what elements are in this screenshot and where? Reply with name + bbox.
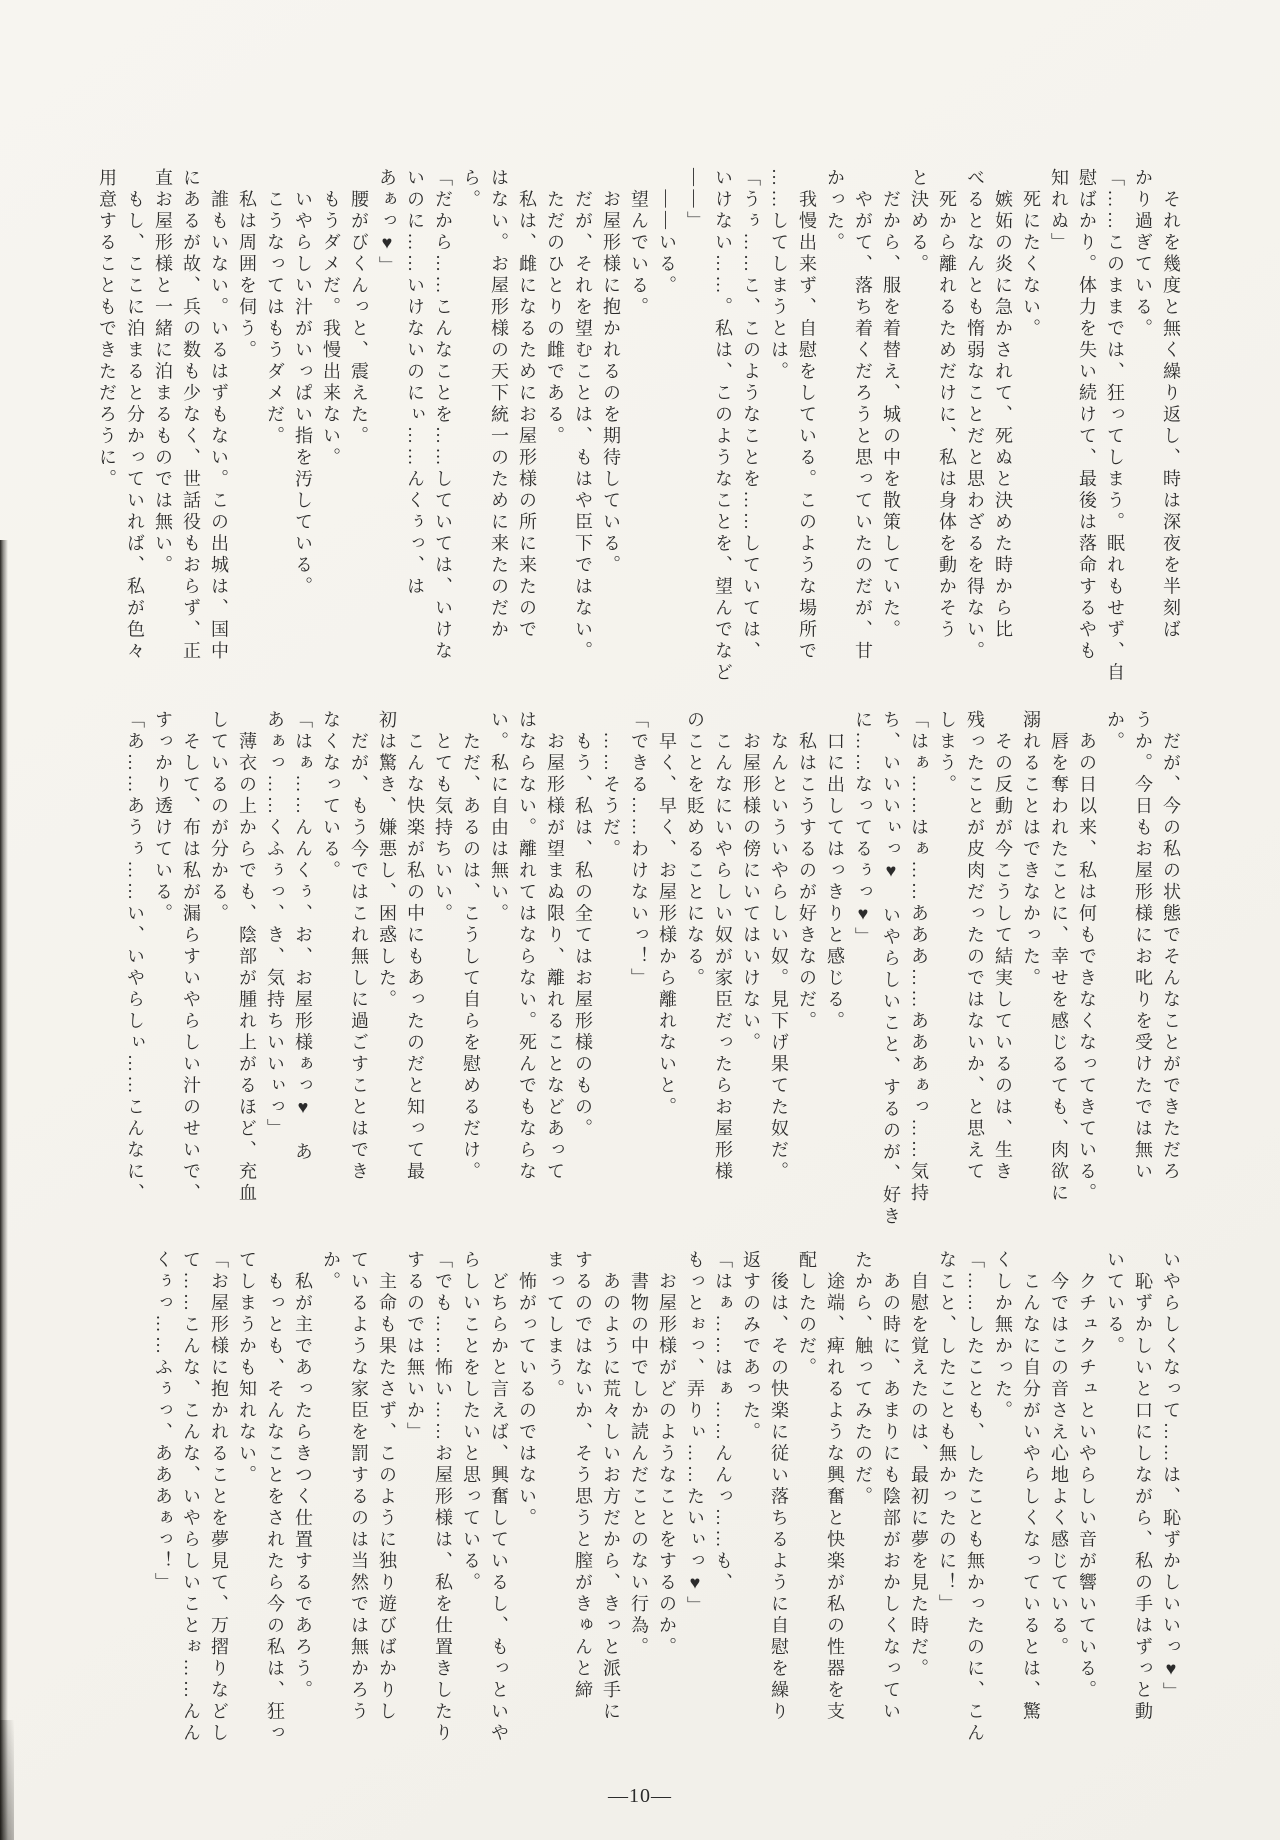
text-column: いやらしい汁がいっぱい指を汚している。	[293, 168, 313, 598]
text-column: あの時に、あまりにも陰部がおかしくなってい	[881, 1250, 901, 1723]
text-column: にあるが故、兵の数も少なく、世話役もおらず、正	[181, 168, 201, 663]
text-column: て……こんな、こんな、いやらしいことぉ……んん	[181, 1250, 201, 1745]
text-column: だから、服を着替え、城の中を散策していた。	[881, 168, 901, 641]
text-column: らしいことをしたいと思っている。	[461, 1250, 481, 1594]
text-column: くしか無かった。	[993, 1250, 1013, 1422]
text-column: てしまうかも知れない。	[237, 1250, 257, 1487]
text-column: 自慰を覚えたのは、最初に夢を見た時だ。	[909, 1250, 929, 1680]
text-column: いている。	[1105, 1250, 1125, 1358]
text-column: 直お屋形様と一緒に泊まるものでは無い。	[153, 168, 173, 577]
text-column: 誰もいない。いるはずもない。この出城は、国中	[209, 168, 229, 663]
text-column: 今ではこの音さえ心地よく感じている。	[1049, 1250, 1069, 1659]
text-column: 「あ……あうぅ……い、いやらしぃ……こんなに、	[125, 710, 145, 1205]
text-column: 唇を奪われたことに、幸せを感じるても、肉欲に	[1049, 710, 1069, 1205]
text-column: い。私に自由は無い。	[489, 710, 509, 925]
text-column: なこと、したことも無かったのに！」	[937, 1250, 957, 1616]
text-column: こんなに自分がいやらしくなっているとは、驚	[1021, 1250, 1041, 1723]
text-column: もっとも、そんなことをされたら今の私は、狂っ	[265, 1250, 285, 1745]
text-column: なんといういやらしい奴。見下げ果てた奴だ。	[769, 710, 789, 1183]
text-column: あの日以来、私は何もできなくなってきている。	[1077, 710, 1097, 1205]
text-column: 配したのだ。	[797, 1250, 817, 1379]
text-column: やがて、落ち着くだろうと思っていたのだが、甘	[853, 168, 873, 663]
text-column: ――」	[685, 168, 705, 233]
text-column: 「はぁ……はぁ……あああ……あああぁっ……気持	[909, 710, 929, 1205]
text-column: だが、今の私の状態でそんなことができただろ	[1161, 710, 1181, 1183]
text-column: 「はぁ……んんくぅ、お、お屋形様ぁっ♥ あ	[293, 710, 313, 1164]
text-column: だが、もう今ではこれ無しに過ごすことはでき	[349, 710, 369, 1183]
text-column: ただ、あるのは、こうして自らを慰めるだけ。	[461, 710, 481, 1183]
text-column: 死にたくない。	[1021, 168, 1041, 340]
text-column: なくなっている。	[321, 710, 341, 882]
text-column: もうダメだ。我慢出来ない。	[321, 168, 341, 469]
text-column: するのでは無いか」	[405, 1250, 425, 1444]
text-column: 腰がびくんっと、震えた。	[349, 168, 369, 448]
text-column: お屋形様の傍にいてはいけない。	[741, 710, 761, 1054]
page-number: ―10―	[608, 1785, 672, 1807]
text-column: か。	[1105, 710, 1125, 753]
text-column: 「お屋形様に抱かれることを夢見て、万摺りなどし	[209, 1250, 229, 1745]
text-column: か。	[321, 1250, 341, 1293]
text-column: いやらしくなって……は、恥ずかしいいっ♥」	[1161, 1250, 1181, 1704]
text-column: 途端、痺れるような興奮と快楽が私の性器を支	[825, 1250, 845, 1723]
text-column: ら。	[461, 168, 481, 211]
text-column: するのではないか、そう思うと膣がきゅんと締	[573, 1250, 593, 1702]
text-column: かった。	[825, 168, 845, 254]
text-column: のことを貶めることになる。	[685, 710, 705, 990]
text-column: 「……したことも、したことも無かったのに、こん	[965, 1250, 985, 1745]
text-column: ただのひとりの雌である。	[545, 168, 565, 448]
text-column: お屋形様がどのようなことをするのか。	[657, 1250, 677, 1659]
text-band-top	[93, 168, 1185, 684]
text-column: 知れぬ」	[1049, 168, 1069, 254]
text-column: まってしまう。	[545, 1250, 565, 1401]
text-column: とても気持ちいい。	[433, 710, 453, 925]
text-column: あぁっ♥」	[377, 168, 397, 278]
text-column: いのに……いけないのにぃ……んくぅっ、は	[405, 168, 425, 598]
text-column: 初は驚き、嫌悪し、困惑した。	[377, 710, 397, 1011]
text-column: しているのが分かる。	[209, 710, 229, 925]
text-column: もし、ここに泊まると分かっていれば、私が色々	[125, 168, 145, 663]
text-column: 「だから……こんなことを……していては、いけな	[433, 168, 453, 663]
text-column: クチュクチュといやらしい音が響いている。	[1077, 1250, 1097, 1702]
text-column: 後は、その快楽に従い落ちるように自慰を繰り	[769, 1250, 789, 1723]
text-column: 望んでいる。	[629, 168, 649, 319]
text-column: 私は、雌になるためにお屋形様の所に来たので	[517, 168, 537, 641]
text-column: ているような家臣を罰するのは当然では無かろう	[349, 1250, 369, 1723]
text-band-middle	[121, 710, 1185, 1228]
text-column: すっかり透けている。	[153, 710, 173, 925]
text-column: もう、私は、私の全てはお屋形様のもの。	[573, 710, 593, 1140]
text-column: こんなにいやらしい奴が家臣だったらお屋形様	[713, 710, 733, 1183]
text-column: 私はこうするのが好きなのだ。	[797, 710, 817, 1033]
text-column: 怖がっているのではない。	[517, 1250, 537, 1530]
text-column: かり過ぎている。	[1133, 168, 1153, 340]
text-column: 「はぁ……はぁ……んんっ……も、	[713, 1250, 733, 1594]
text-column: いけない……。私は、このようなことを、望んでなど	[713, 168, 733, 684]
text-column: 返すのみであった。	[741, 1250, 761, 1444]
text-column: お屋形様が望まぬ限り、離れることなどあって	[545, 710, 565, 1183]
text-column: くぅっ……ふぅっ、あああぁっ！」	[153, 1250, 173, 1594]
text-column: だが、それを望むことは、もはや臣下ではない。	[573, 168, 593, 663]
text-column: 残ったことが皮肉だったのではないか、と思えて	[965, 710, 985, 1183]
text-column: ち、いいいぃっ♥ いやらしいこと、するのが、好き	[881, 710, 901, 1228]
text-column: もっとぉっ、弄りぃ……たいぃっ♥」	[685, 1250, 705, 1618]
text-column: 「うぅ……こ、このようなことを……していては、	[741, 168, 761, 663]
text-column: 用意することもできただろうに。	[97, 168, 117, 491]
text-column: たから、触ってみたのだ。	[853, 1250, 873, 1508]
text-column: 主命も果たさず、このように独り遊びばかりし	[377, 1250, 397, 1723]
text-column: 「でも……怖い……お屋形様は、私を仕置きしたり	[433, 1250, 453, 1745]
text-column: うか。今日もお屋形様にお叱りを受けたでは無い	[1133, 710, 1153, 1183]
text-column: そして、布は私が漏らすいやらしい汁のせいで、	[181, 710, 201, 1205]
text-column: 我慢出来ず、自慰をしている。このような場所で	[797, 168, 817, 663]
text-column: べるとなんとも惰弱なことだと思わざるを得ない。	[965, 168, 985, 663]
text-column: こうなってはもうダメだ。	[265, 168, 285, 448]
text-column: と決める。	[909, 168, 929, 276]
text-column: はならない。離れてはならない。死んでもならな	[517, 710, 537, 1183]
text-column: に……なってるぅっ♥」	[853, 710, 873, 949]
text-column: はない。お屋形様の天下統一のために来たのだか	[489, 168, 509, 641]
text-column: その反動が今こうして結実しているのは、生き	[993, 710, 1013, 1183]
text-column: ……してしまうとは。	[769, 168, 789, 383]
text-column: 恥ずかしいと口にしながら、私の手はずっと動	[1133, 1250, 1153, 1723]
text-column: 私が主であったらきつく仕置するであろう。	[293, 1250, 313, 1702]
text-column: しまう。	[937, 710, 957, 796]
text-column: あのように荒々しいお方だから、きっと派手に	[601, 1250, 621, 1723]
scan-edge-artifact	[0, 540, 8, 1840]
text-column: 薄衣の上からでも、陰部が腫れ上がるほど、充血	[237, 710, 257, 1205]
text-column: 口に出してはっきりと感じる。	[825, 710, 845, 1033]
scan-corner-artifact	[0, 1720, 14, 1840]
text-column: 死から離れるためだけに、私は身体を動かそう	[937, 168, 957, 641]
text-band-bottom	[149, 1250, 1185, 1752]
text-column: あぁっ……くふぅっ、き、気持ちいいぃっ」	[265, 710, 285, 1140]
text-column: ……そうだ。	[601, 710, 621, 861]
text-column: どちらかと言えば、興奮しているし、もっといや	[489, 1250, 509, 1745]
text-column: 慰ばかり。体力を失い続けて、最後は落命するやも	[1077, 168, 1097, 663]
text-column: お屋形様に抱かれるのを期待している。	[601, 168, 621, 577]
text-column: 「できる……わけないっ！」	[629, 710, 649, 990]
text-column: それを幾度と無く繰り返し、時は深夜を半刻ば	[1161, 168, 1181, 641]
text-column: 書物の中でしか読んだことのない行為。	[629, 1250, 649, 1659]
text-column: 溺れることはできなかった。	[1021, 710, 1041, 990]
text-column: ――いる。	[657, 168, 677, 297]
text-column: 早く、早く、お屋形様から離れないと。	[657, 710, 677, 1119]
text-column: 「……このままでは、狂ってしまう。眠れもせず、自	[1105, 168, 1125, 684]
text-column: 嫉妬の炎に急かされて、死ぬと決めた時から比	[993, 168, 1013, 641]
text-column: こんな快楽が私の中にもあったのだと知って最	[405, 710, 425, 1183]
text-column: 私は周囲を伺う。	[237, 168, 257, 362]
